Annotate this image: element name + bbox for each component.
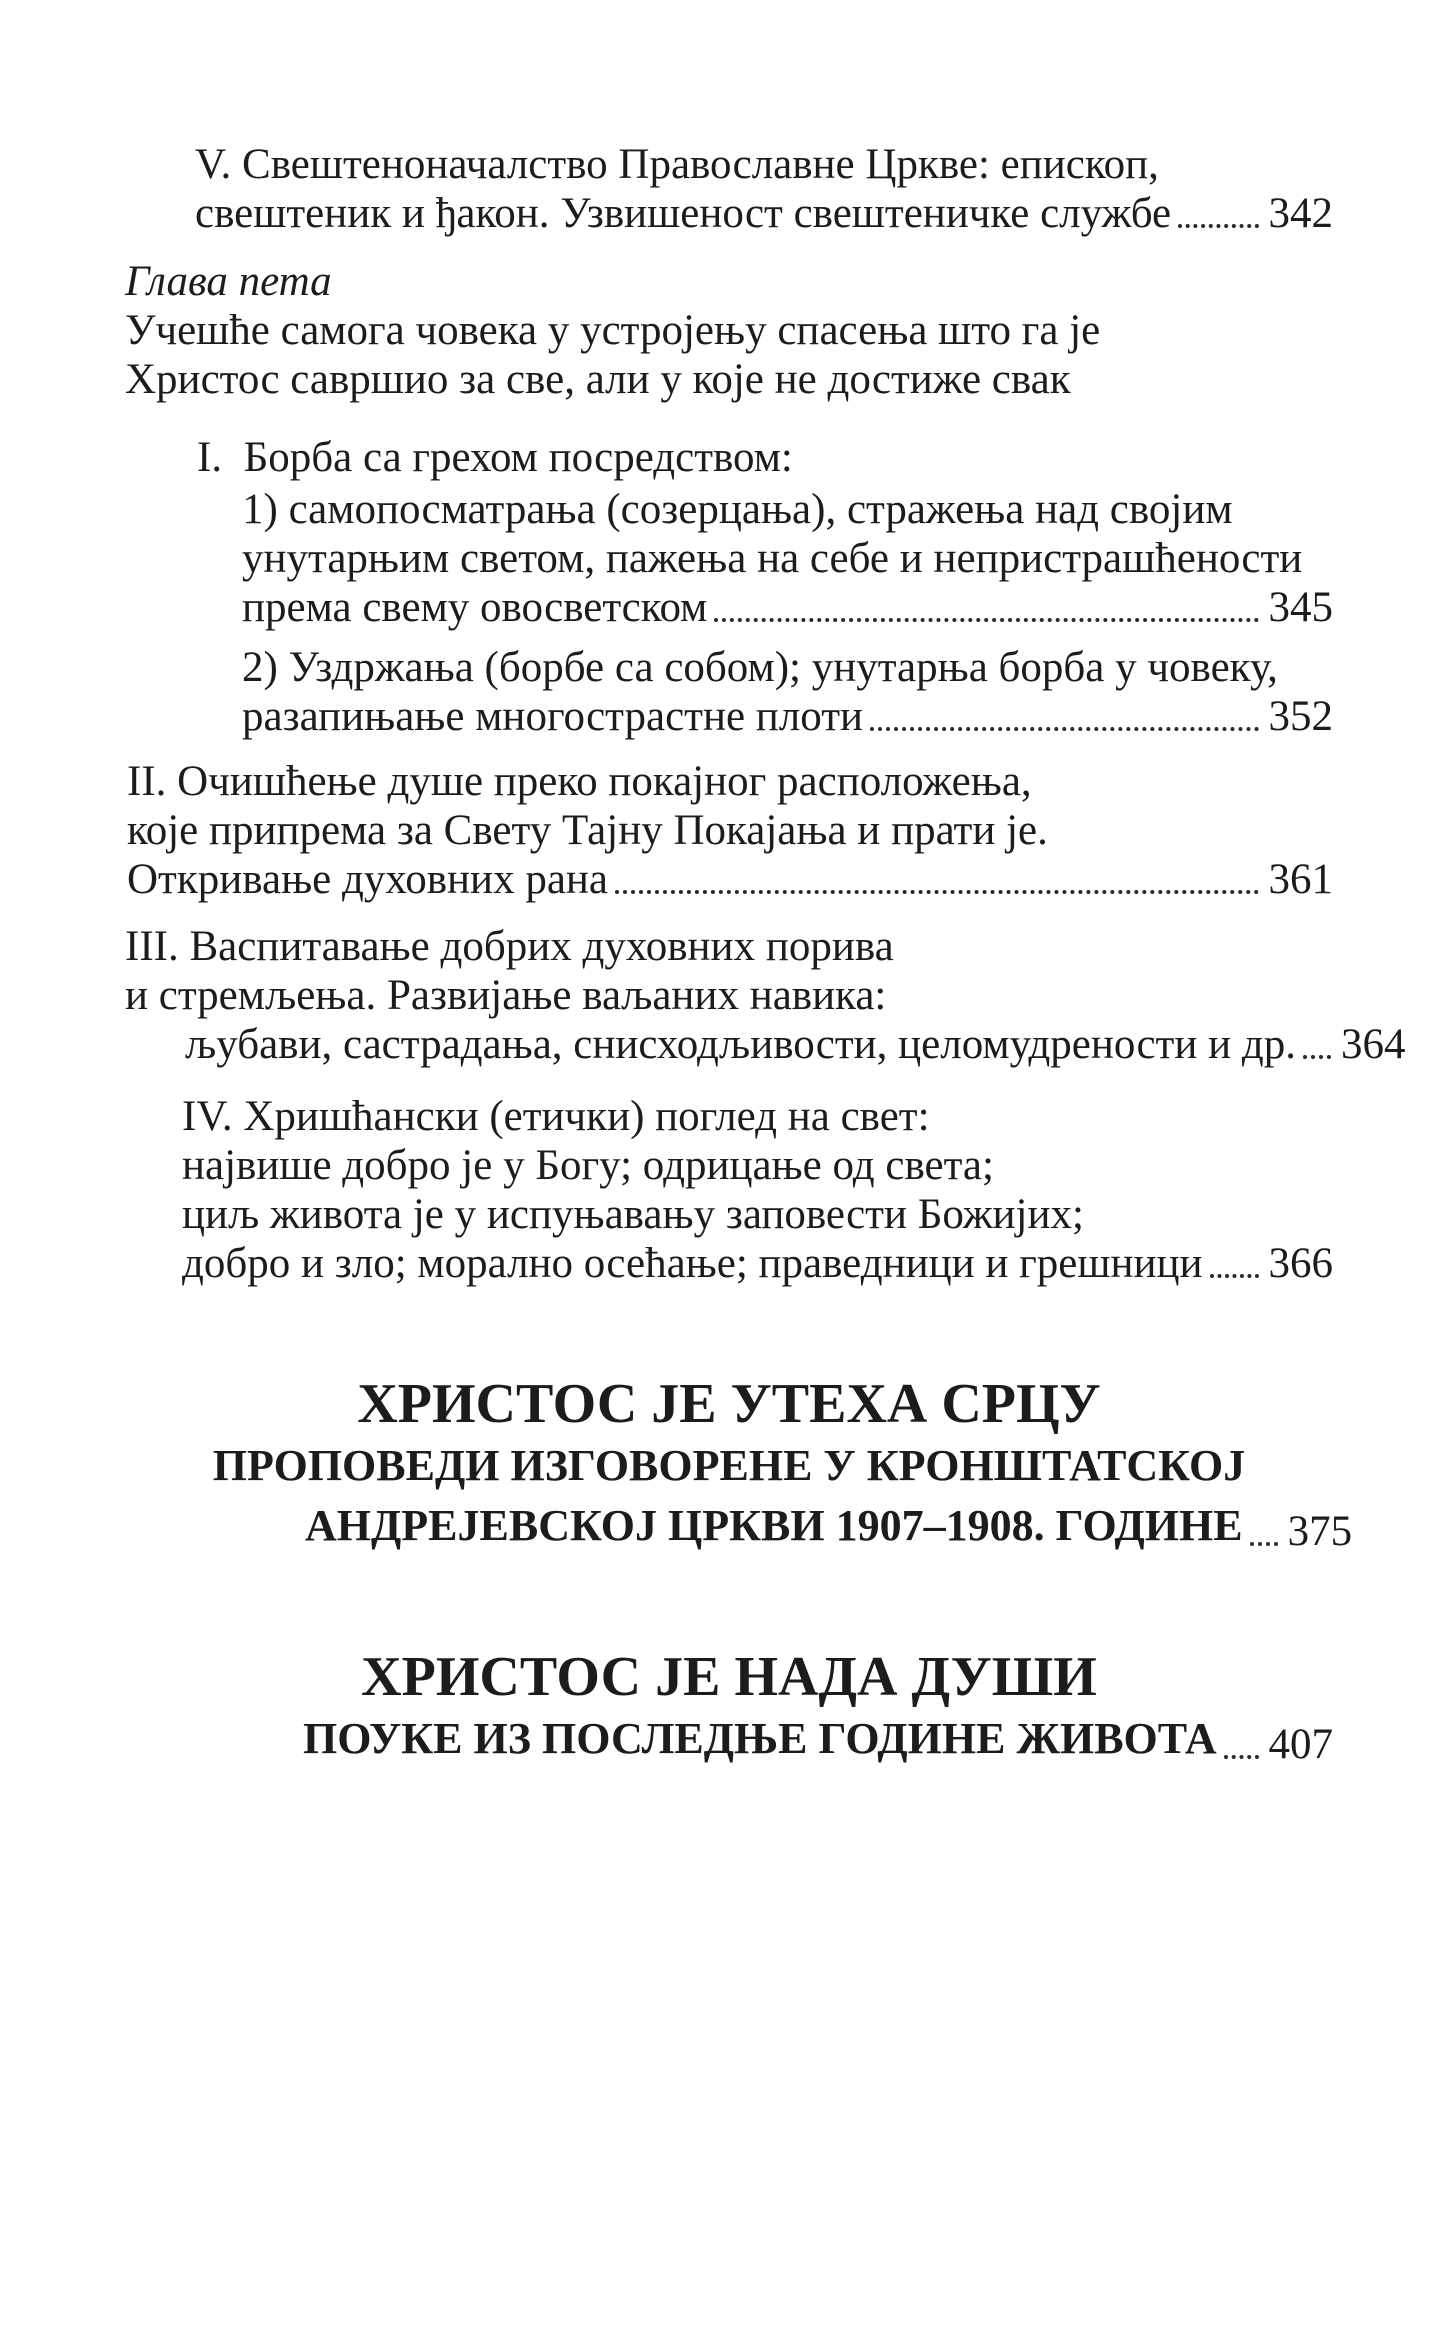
toc-entry-i-heading: I. Борба са грехом посредством: (197, 434, 793, 481)
chapter-five-block (125, 257, 1333, 404)
toc-entry-i (197, 433, 1333, 482)
toc-entry-ii-text: Откривање духовних рана (127, 856, 608, 903)
toc-entry-i-sub2-line2 (242, 692, 1333, 741)
dot-leader (870, 692, 1258, 731)
toc-entry-iv-line1: IV. Хришћански (етички) поглед на свет: (182, 1093, 930, 1140)
chapter-label: Глава пета (125, 258, 332, 305)
dot-leader (1178, 189, 1258, 228)
toc-entry-i-sub1-line1: 1) самопосматрања (созерцања), стражења над својим (242, 486, 1233, 533)
toc-entry-i-sub1 (242, 485, 1333, 632)
chapter-title-line1: Учешће самога човека у устројењу спасења што га је (125, 307, 1101, 354)
toc-entry-i-sub2-text: разапињање многострастне плоти (242, 693, 864, 740)
section-title: ХРИСТОС ЈЕ УТЕХА СРЦУ (357, 1373, 1101, 1435)
section-subtitle-text: ПОУКЕ ИЗ ПОСЛЕДЊЕ ГОДИНЕ ЖИВОТА (303, 1714, 1217, 1763)
dot-leader (714, 583, 1258, 622)
toc-entry-i-sub1-line2: унутарњим светом, пажења на себе и непристрашћености (242, 535, 1303, 582)
toc-entry-ii-line1: II. Очишћење душе преко покајног расположења, (127, 758, 1032, 805)
page-number: 366 (1268, 1240, 1333, 1287)
section-subtitle-text: АНДРЕЈЕВСКОЈ ЦРКВИ 1907–1908. ГОДИНЕ (305, 1501, 1243, 1550)
toc-entry-ii (127, 757, 1333, 904)
toc-entry-v (195, 140, 1333, 238)
dot-leader (1210, 1239, 1259, 1278)
toc-entry-ii-line3 (127, 855, 1333, 904)
section-title: ХРИСТОС ЈЕ НАДА ДУШИ (361, 1646, 1097, 1708)
dot-leader (1224, 1709, 1259, 1759)
page-number: 407 (1268, 1721, 1333, 1768)
toc-entry-iv-line4 (182, 1239, 1333, 1288)
page-number: 345 (1268, 584, 1333, 631)
page-number: 342 (1268, 190, 1333, 237)
toc-entry-v-line1: V. Свештеноначалство Православне Цркве: епископ, (195, 141, 1159, 188)
section-christ-comfort (125, 1372, 1353, 1556)
toc-entry-iii-text: љубави, састрадања, снисходљивости, целомудрености и др. (185, 1021, 1296, 1068)
toc-entry-i-sub2 (242, 643, 1333, 741)
section-subtitle (125, 1709, 1333, 1769)
toc-entry-iii-line2: и стремљења. Развијање ваљаних навика: (125, 972, 887, 1019)
page-number: 375 (1287, 1508, 1353, 1555)
page-number: 352 (1268, 693, 1333, 740)
toc-entry-v-line2 (195, 189, 1333, 238)
section-subtitle-line2 (125, 1496, 1353, 1556)
toc-entry-i-sub1-text: према свему овосветском (242, 584, 708, 631)
toc-entry-iv (182, 1092, 1333, 1288)
toc-entry-iii-line3 (185, 1020, 1406, 1069)
toc-entry-ii-line2: које припрема за Свету Тајну Покајања и прати је. (127, 807, 1048, 854)
page-number: 364 (1341, 1021, 1406, 1068)
dot-leader (1250, 1496, 1278, 1546)
toc-entry-v-text: свештеник и ђакон. Узвишеност свештеничке службе (195, 190, 1172, 237)
section-christ-hope (125, 1645, 1333, 1769)
toc-entry-i-sub2-line1: 2) Уздржања (борбе са собом); унутарња борба у човеку, (242, 644, 1278, 691)
toc-entry-iii (125, 922, 1406, 1069)
dot-leader (1303, 1020, 1331, 1059)
toc-entry-iii-line1: III. Васпитавање добрих духовних порива (125, 923, 894, 970)
dot-leader (615, 855, 1259, 894)
section-subtitle-line1: ПРОПОВЕДИ ИЗГОВОРЕНЕ У КРОНШТАТСКОЈ (212, 1441, 1246, 1490)
toc-entry-iv-text: добро и зло; морално осећање; праведници и грешници (182, 1240, 1203, 1287)
chapter-title-line2: Христос савршио за све, али у које не достиже свак (125, 356, 1071, 403)
page-number: 361 (1268, 856, 1333, 903)
toc-entry-i-sub1-line3 (242, 583, 1333, 632)
toc-entry-iv-line2: највише добро је у Богу; одрицање од света; (182, 1142, 994, 1189)
toc-entry-iv-line3: циљ живота је у испуњавању заповести Божијих; (182, 1191, 1084, 1238)
